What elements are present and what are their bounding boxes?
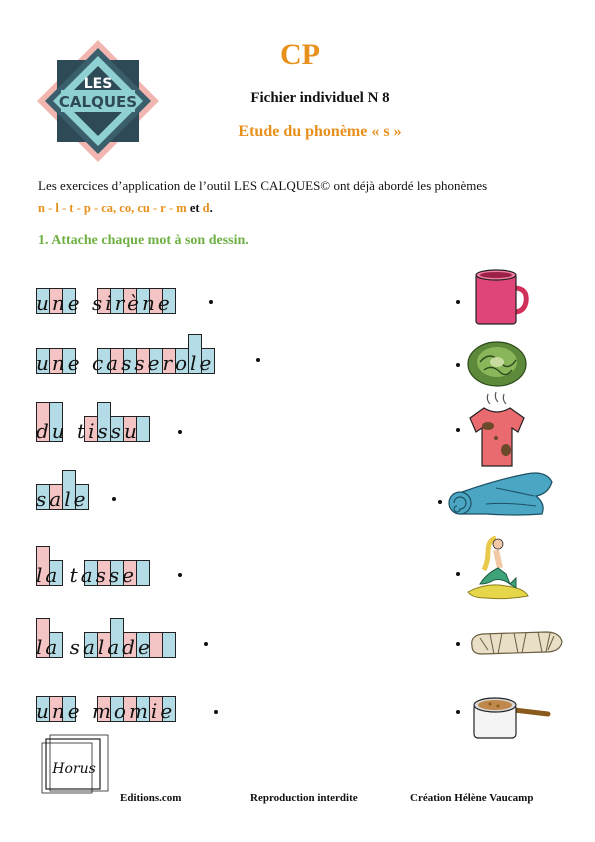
letter-tile (36, 546, 50, 586)
letter-tile (36, 402, 50, 442)
letter-tile (175, 348, 189, 374)
word-row (36, 348, 236, 376)
phoneme-letter: p (83, 201, 91, 215)
letter-tile (123, 288, 137, 314)
left-dot[interactable] (112, 497, 116, 501)
letter-tile (188, 334, 202, 374)
left-dot[interactable] (204, 642, 208, 646)
word-row (36, 696, 197, 724)
letter-tile (149, 696, 163, 722)
letter-tile (123, 416, 137, 442)
letter-tile (49, 348, 63, 374)
letter-tile (49, 696, 63, 722)
salad-icon (466, 336, 528, 388)
tile-group (84, 632, 175, 660)
phoneme-letter: n (38, 201, 45, 215)
letter-tile (36, 288, 50, 314)
tile-group (36, 288, 75, 316)
letter-tile (162, 632, 176, 658)
letter-tile (201, 348, 215, 374)
period: . (209, 201, 213, 215)
letter-tile (36, 348, 50, 374)
letter-tile (162, 696, 176, 722)
svg-text:LES: LES (83, 76, 113, 92)
tile-group (36, 484, 88, 512)
phoneme-letter: ca, co, cu (101, 201, 150, 215)
letter-tile (62, 696, 76, 722)
tile-group (84, 416, 149, 444)
letter-tile (97, 632, 111, 658)
phoneme-letter: r (160, 201, 166, 215)
letter-tile (136, 348, 150, 374)
word-text: la tasse (36, 563, 138, 587)
letter-tile (110, 618, 124, 658)
letter-tile (123, 560, 137, 586)
letter-tile (84, 560, 98, 586)
word-text: sale (36, 487, 89, 511)
letter-tile (36, 696, 50, 722)
horus-logo (40, 733, 112, 795)
mug-icon (470, 266, 530, 328)
intro-text: Les exercices d’application de l’outil LES CALQUES© ont déjà abordé les phonèmes (38, 178, 488, 193)
mermaid-icon (466, 534, 530, 600)
letter-tile (110, 348, 124, 374)
letter-tile (97, 348, 111, 374)
svg-text:Horus: Horus (52, 761, 96, 777)
word-row (36, 632, 197, 660)
page-title: CP (280, 38, 320, 71)
letter-tile (136, 560, 150, 586)
right-dot[interactable] (456, 428, 460, 432)
tile-group (36, 416, 62, 444)
letter-tile (49, 560, 63, 586)
left-dot[interactable] (256, 358, 260, 362)
footer-creation: Création Hélène Vaucamp (410, 792, 534, 804)
right-dot[interactable] (456, 300, 460, 304)
right-dot[interactable] (456, 363, 460, 367)
letter-tile (49, 402, 63, 442)
phoneme-letter: m (176, 201, 187, 215)
right-dot[interactable] (456, 710, 460, 714)
tile-group (36, 560, 62, 588)
left-dot[interactable] (209, 300, 213, 304)
left-dot[interactable] (178, 573, 182, 577)
letter-tile (62, 288, 76, 314)
letter-tile (123, 696, 137, 722)
left-dot[interactable] (178, 430, 182, 434)
letter-tile (162, 348, 176, 374)
conjunction: et (189, 201, 200, 215)
letter-tile (162, 288, 176, 314)
letter-tile (149, 632, 163, 658)
letter-tile (62, 470, 76, 510)
footer-reproduction: Reproduction interdite (250, 792, 358, 804)
word-text: la salade (36, 635, 153, 659)
word-row (36, 288, 197, 316)
rolled-cloth-icon (446, 470, 558, 522)
phoneme-title: Etude du phonème « s » (238, 123, 402, 140)
phoneme-letter: d (202, 201, 210, 215)
letter-tile (149, 348, 163, 374)
dirty-tshirt-icon (466, 390, 526, 470)
word-text: une sirène (36, 291, 173, 315)
tile-group (36, 632, 62, 660)
word-row (36, 484, 110, 512)
letter-tile (84, 416, 98, 442)
letter-tile (123, 348, 137, 374)
tile-group (36, 348, 75, 376)
right-dot[interactable] (456, 642, 460, 646)
word-text: une casserole (36, 351, 215, 375)
tile-group (97, 348, 214, 376)
footer-editions: Editions.com (120, 792, 182, 804)
letter-tile (97, 560, 111, 586)
letter-tile (97, 402, 111, 442)
letter-tile (36, 618, 50, 658)
letter-tile (123, 632, 137, 658)
letter-tile (136, 288, 150, 314)
word-row (36, 416, 171, 444)
word-text: du tissu (36, 419, 140, 443)
phoneme-list: n - l - t - p - ca, co, cu - r - m et d. (38, 201, 213, 215)
phoneme-letter: t (69, 201, 74, 215)
letter-tile (136, 632, 150, 658)
tile-group (97, 696, 175, 724)
letter-tile (49, 484, 63, 510)
letter-tile (97, 288, 111, 314)
mummy-icon (466, 622, 566, 662)
letter-tile (49, 288, 63, 314)
letter-tile (149, 288, 163, 314)
word-text: une momie (36, 699, 176, 723)
letter-tile (49, 632, 63, 658)
word-row (36, 560, 171, 588)
exercise-instruction: 1. Attache chaque mot à son dessin. (38, 233, 249, 248)
letter-tile (62, 348, 76, 374)
subtitle: Fichier individuel N 8 (250, 90, 390, 106)
letter-tile (110, 696, 124, 722)
letter-tile (136, 696, 150, 722)
phoneme-letter: l (55, 201, 59, 215)
tile-group (36, 696, 75, 724)
letter-tile (136, 416, 150, 442)
right-dot[interactable] (456, 572, 460, 576)
right-dot[interactable] (438, 500, 442, 504)
letter-tile (75, 484, 89, 510)
letter-tile (110, 288, 124, 314)
letter-tile (36, 484, 50, 510)
left-dot[interactable] (214, 710, 218, 714)
saucepan-icon (470, 690, 552, 742)
tile-group (84, 560, 149, 588)
les-calques-logo (35, 38, 161, 164)
svg-text:CALQUES: CALQUES (58, 93, 138, 111)
letter-tile (97, 696, 111, 722)
letter-tile (110, 416, 124, 442)
letter-tile (84, 632, 98, 658)
letter-tile (110, 560, 124, 586)
tile-group (97, 288, 175, 316)
